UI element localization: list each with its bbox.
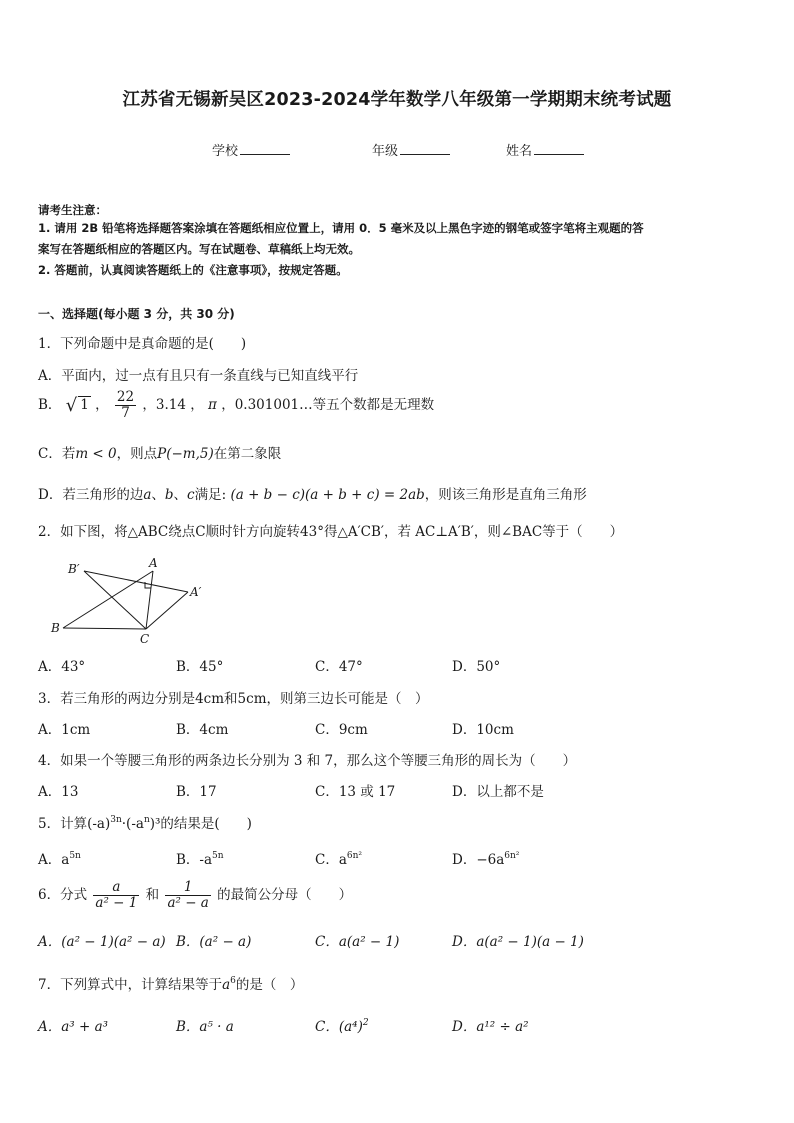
q2-option-c[interactable]: C．47° bbox=[315, 659, 363, 675]
q3-option-d[interactable]: D．10cm bbox=[452, 722, 514, 738]
q6-fraction-1: $\frac{a}{\text{a² − 1}}$ bbox=[95, 879, 138, 911]
q4-option-b[interactable]: B．17 bbox=[176, 784, 217, 800]
notice-line-2: 2. 答题前，认真阅读答题纸上的《注意事项》，按规定答题。 bbox=[38, 263, 348, 277]
q1-d-c: c bbox=[187, 487, 195, 503]
q1-b-fraction: $\frac{22}{7}$ bbox=[116, 389, 135, 421]
grade-blank[interactable] bbox=[400, 142, 450, 155]
q5-option-a[interactable]: A．$a^{5n}$ bbox=[38, 851, 81, 868]
rotation-figure bbox=[48, 553, 218, 643]
q2-option-d[interactable]: D．50° bbox=[452, 659, 501, 675]
q5-stem-mid: ·(-a bbox=[121, 816, 144, 832]
q5-stem-post: )³的结果是( ) bbox=[149, 816, 252, 832]
q3-stem: 3．若三角形的两边分别是4cm和5cm，则第三边长可能是（ ） bbox=[38, 691, 429, 707]
segment-bpap bbox=[84, 571, 188, 592]
q1-d-pre: D．若三角形的边 bbox=[38, 487, 144, 503]
q7-stem-sup: 6 bbox=[230, 976, 236, 986]
school-label: 学校 bbox=[212, 144, 239, 159]
q4-option-d[interactable]: D．以上都不是 bbox=[452, 784, 544, 800]
q2-stem: 2．如下图，将△ABC绕点C顺时针方向旋转43°得△A′CB′，若 AC⊥A′B′，则∠BAC等于（ ） bbox=[38, 524, 624, 540]
q7-option-b[interactable]: B．a⁵ · a bbox=[176, 1019, 234, 1035]
q6-option-b[interactable]: B．(a² − a) bbox=[176, 934, 252, 950]
q1-b-pi: π bbox=[208, 396, 217, 413]
label-c: C bbox=[140, 632, 150, 643]
label-b-prime: B′ bbox=[68, 562, 80, 576]
label-a: A bbox=[149, 556, 158, 570]
label-a-prime: A′ bbox=[190, 585, 202, 599]
q7-stem-post: 的是（ ） bbox=[235, 977, 304, 993]
q6-stem-post: 的最简公分母（ ） bbox=[217, 886, 353, 903]
q1-c-mid: ，则点 bbox=[116, 446, 158, 462]
q3-option-b[interactable]: B．4cm bbox=[176, 722, 229, 738]
q5-stem-sup2: n bbox=[143, 815, 150, 825]
q6-option-d[interactable]: D．a(a² − 1)(a − 1) bbox=[452, 934, 584, 950]
q1-b-label: B． bbox=[38, 396, 62, 413]
q1-c-post: 在第二象限 bbox=[213, 446, 282, 462]
school-field[interactable] bbox=[212, 140, 290, 159]
name-field[interactable] bbox=[506, 140, 584, 159]
q7-option-a[interactable]: A．a³ + a³ bbox=[38, 1019, 109, 1035]
segment-ac bbox=[146, 571, 153, 629]
q6-stem-mid: 和 bbox=[145, 886, 160, 903]
name-label: 姓名 bbox=[506, 144, 533, 159]
notice-line-1b: 案写在答题纸相应的答题区内。写在试题卷、草稿纸上均无效。 bbox=[38, 242, 360, 256]
name-blank[interactable] bbox=[534, 142, 584, 155]
q6-stem bbox=[38, 880, 352, 911]
q5-option-c[interactable]: C．$a^{6n^2}$ bbox=[315, 851, 363, 868]
q7-stem-pre: 7．下列算式中，计算结果等于 bbox=[38, 977, 223, 993]
q5-option-d[interactable]: D．$-6a^{6n^2}$ bbox=[452, 851, 520, 868]
segment-ba bbox=[63, 571, 153, 628]
q1-d-a: a bbox=[143, 487, 152, 503]
q1-d-post: ，则该三角形是直角三角形 bbox=[424, 487, 587, 503]
q1-option-c[interactable] bbox=[38, 442, 281, 462]
label-b: B bbox=[51, 621, 60, 635]
q5-option-b[interactable]: B．$-a^{5n}$ bbox=[176, 851, 224, 868]
q7-option-d[interactable]: D．a¹² ÷ a² bbox=[452, 1019, 529, 1035]
q3-option-c[interactable]: C．9cm bbox=[315, 722, 368, 738]
grade-label: 年级 bbox=[372, 144, 399, 159]
q1-c-pre: C．若 bbox=[38, 446, 76, 462]
sqrt-icon: √ bbox=[65, 394, 78, 416]
q3-option-a[interactable]: A．1cm bbox=[38, 722, 91, 738]
notice-block bbox=[38, 202, 760, 281]
q1-option-d[interactable]: D．若三角形的边a、b、c满足: (a + b − c)(a + b + c) = 2ab，则该三角形是直角三角形 bbox=[38, 487, 587, 503]
q2-option-a[interactable]: A．43° bbox=[38, 659, 86, 675]
q1-b-sqrt: 1 bbox=[80, 396, 89, 413]
q1-d-b: b bbox=[164, 487, 174, 503]
grade-field[interactable] bbox=[372, 140, 450, 159]
q1-option-b[interactable]: B． √ 1 ， $\frac{22}{7}$ ，3.14 ， π ，0.301001…等五个数都是无理数 bbox=[38, 389, 435, 421]
q6-option-c[interactable]: C．a(a² − 1) bbox=[315, 934, 400, 950]
q1-b-rest1: ，3.14 ， bbox=[142, 396, 204, 413]
q1-d-eq: (a + b − c)(a + b + c) = 2ab bbox=[230, 487, 425, 503]
q1-c-point: P(−m,5) bbox=[157, 446, 214, 462]
q1-stem: 1．下列命题中是真命题的是( ) bbox=[38, 336, 247, 352]
q6-option-a[interactable]: A．(a² − 1)(a² − a) bbox=[38, 934, 166, 950]
q1-d-mid: 满足: bbox=[194, 487, 227, 503]
q4-option-c[interactable]: C．13 或 17 bbox=[315, 784, 396, 800]
q1-option-a[interactable]: A．平面内，过一点有且只有一条直线与已知直线平行 bbox=[38, 368, 359, 384]
q4-option-a[interactable]: A．13 bbox=[38, 784, 79, 800]
section-heading: 一、选择题(每小题 3 分，共 30 分) bbox=[38, 307, 235, 321]
q4-stem: 4．如果一个等腰三角形的两条边长分别为 3 和 7，那么这个等腰三角形的周长为（ ） bbox=[38, 753, 577, 769]
segment-apc bbox=[146, 592, 188, 629]
q5-stem-pre: 5．计算(-a) bbox=[38, 816, 111, 832]
q5-stem bbox=[38, 812, 252, 832]
segment-bc bbox=[63, 628, 146, 629]
q7-option-c[interactable]: C．$(a^4)^2$ bbox=[315, 1018, 369, 1035]
notice-line-1a: 1. 请用 2B 铅笔将选择题答案涂填在答题纸相应位置上，请用 0．5 毫米及以上黑色字迹的钢笔或签字笔将主观题的答 bbox=[38, 221, 644, 235]
q6-stem-pre: 6．分式 bbox=[38, 886, 88, 903]
notice-heading: 请考生注意： bbox=[38, 203, 107, 217]
q6-fraction-2: $\frac{1}{\text{a² − a}}$ bbox=[167, 879, 209, 911]
q1-c-cond: m < 0 bbox=[75, 446, 117, 462]
segment-bpc bbox=[84, 571, 146, 629]
q1-b-rest2: ，0.301001…等五个数都是无理数 bbox=[221, 396, 435, 413]
q2-option-b[interactable]: B．45° bbox=[176, 659, 224, 675]
q5-stem-sup1: 3n bbox=[110, 815, 122, 825]
page-title: 江苏省无锡新吴区2023-2024学年数学八年级第一学期期末统考试题 bbox=[122, 90, 672, 110]
right-angle-mark bbox=[145, 582, 151, 588]
q7-stem bbox=[38, 973, 303, 993]
q7-stem-var: a bbox=[222, 977, 231, 993]
school-blank[interactable] bbox=[240, 142, 290, 155]
